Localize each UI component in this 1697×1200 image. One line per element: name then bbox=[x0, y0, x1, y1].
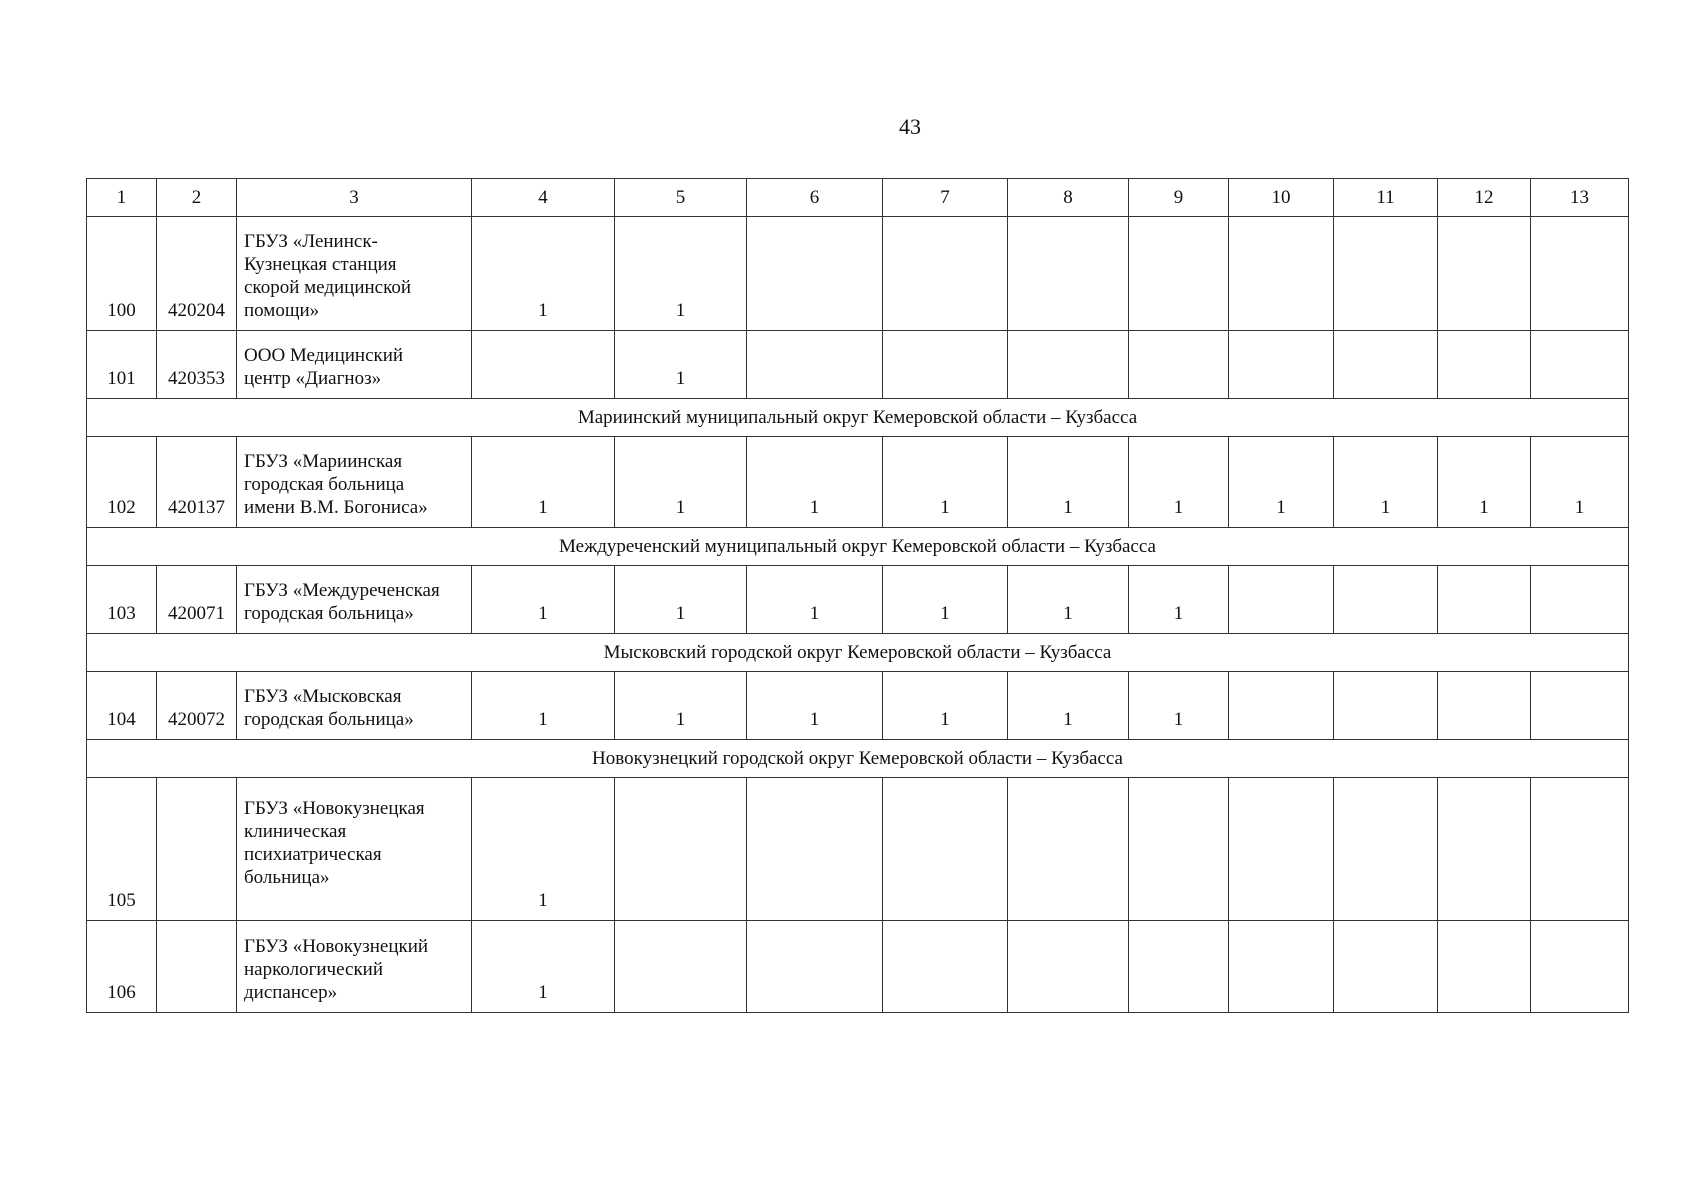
section-row bbox=[87, 399, 1629, 437]
value-cell bbox=[1229, 566, 1334, 634]
value-cell bbox=[1129, 331, 1229, 399]
value-cell bbox=[1008, 778, 1129, 921]
value-cell: 1 bbox=[1129, 437, 1229, 528]
value-cell: 1 bbox=[615, 566, 747, 634]
section-title: Мариинский муниципальный округ Кемеровской области – Кузбасса bbox=[87, 399, 1629, 437]
value-cell bbox=[883, 778, 1008, 921]
column-header-cell: 6 bbox=[747, 179, 883, 217]
table-row bbox=[87, 921, 1629, 1013]
column-header-cell: 5 bbox=[615, 179, 747, 217]
org-code-cell bbox=[157, 921, 237, 1013]
value-cell: 1 bbox=[1129, 672, 1229, 740]
value-cell bbox=[1438, 778, 1531, 921]
value-cell: 1 bbox=[747, 672, 883, 740]
value-cell bbox=[1531, 566, 1629, 634]
value-cell bbox=[1008, 331, 1129, 399]
value-cell: 1 bbox=[472, 566, 615, 634]
column-header-cell: 12 bbox=[1438, 179, 1531, 217]
value-cell bbox=[1438, 331, 1531, 399]
org-name-cell: ГБУЗ «Новокузнецкий наркологический диспансер» bbox=[237, 921, 472, 1013]
table-row bbox=[87, 331, 1629, 399]
value-cell bbox=[1531, 672, 1629, 740]
column-header-cell: 1 bbox=[87, 179, 157, 217]
org-name-cell: ГБУЗ «Междуреченская городская больница» bbox=[237, 566, 472, 634]
org-name-cell: ГБУЗ «Мариинская городская больница имени В.М. Богониса» bbox=[237, 437, 472, 528]
value-cell bbox=[1334, 331, 1438, 399]
table-body bbox=[87, 179, 1629, 1013]
value-cell bbox=[1334, 921, 1438, 1013]
row-number-cell: 104 bbox=[87, 672, 157, 740]
value-cell bbox=[1438, 217, 1531, 331]
value-cell: 1 bbox=[615, 217, 747, 331]
value-cell bbox=[1438, 566, 1531, 634]
value-cell bbox=[883, 217, 1008, 331]
value-cell: 1 bbox=[472, 921, 615, 1013]
value-cell: 1 bbox=[1531, 437, 1629, 528]
value-cell: 1 bbox=[472, 778, 615, 921]
section-title: Новокузнецкий городской округ Кемеровской области – Кузбасса bbox=[87, 740, 1629, 778]
value-cell bbox=[883, 331, 1008, 399]
section-row bbox=[87, 634, 1629, 672]
value-cell: 1 bbox=[747, 437, 883, 528]
value-cell bbox=[1334, 672, 1438, 740]
value-cell bbox=[1531, 331, 1629, 399]
value-cell: 1 bbox=[1129, 566, 1229, 634]
value-cell: 1 bbox=[883, 437, 1008, 528]
value-cell: 1 bbox=[1008, 672, 1129, 740]
column-header-cell: 3 bbox=[237, 179, 472, 217]
column-header-cell: 9 bbox=[1129, 179, 1229, 217]
value-cell bbox=[1229, 921, 1334, 1013]
value-cell bbox=[883, 921, 1008, 1013]
table-row bbox=[87, 217, 1629, 331]
section-title: Мысковский городской округ Кемеровской области – Кузбасса bbox=[87, 634, 1629, 672]
value-cell: 1 bbox=[1008, 437, 1129, 528]
row-number-cell: 106 bbox=[87, 921, 157, 1013]
value-cell bbox=[1229, 331, 1334, 399]
table-row bbox=[87, 672, 1629, 740]
section-row bbox=[87, 740, 1629, 778]
column-header-cell: 13 bbox=[1531, 179, 1629, 217]
value-cell bbox=[1229, 778, 1334, 921]
value-cell bbox=[1334, 566, 1438, 634]
value-cell: 1 bbox=[615, 437, 747, 528]
value-cell: 1 bbox=[472, 672, 615, 740]
value-cell: 1 bbox=[883, 566, 1008, 634]
org-code-cell: 420071 bbox=[157, 566, 237, 634]
row-number-cell: 102 bbox=[87, 437, 157, 528]
value-cell bbox=[1334, 778, 1438, 921]
table-row bbox=[87, 437, 1629, 528]
org-code-cell bbox=[157, 778, 237, 921]
value-cell: 1 bbox=[1008, 566, 1129, 634]
org-code-cell: 420137 bbox=[157, 437, 237, 528]
value-cell bbox=[1129, 921, 1229, 1013]
value-cell bbox=[1531, 921, 1629, 1013]
value-cell bbox=[1531, 778, 1629, 921]
column-header-cell: 4 bbox=[472, 179, 615, 217]
value-cell: 1 bbox=[615, 331, 747, 399]
org-code-cell: 420204 bbox=[157, 217, 237, 331]
org-code-cell: 420072 bbox=[157, 672, 237, 740]
value-cell bbox=[747, 921, 883, 1013]
value-cell bbox=[472, 331, 615, 399]
value-cell: 1 bbox=[747, 566, 883, 634]
value-cell: 1 bbox=[1438, 437, 1531, 528]
row-number-cell: 103 bbox=[87, 566, 157, 634]
value-cell: 1 bbox=[883, 672, 1008, 740]
column-header-cell: 8 bbox=[1008, 179, 1129, 217]
value-cell: 1 bbox=[472, 437, 615, 528]
value-cell bbox=[747, 331, 883, 399]
column-header-cell: 2 bbox=[157, 179, 237, 217]
section-row bbox=[87, 528, 1629, 566]
org-code-cell: 420353 bbox=[157, 331, 237, 399]
value-cell bbox=[1334, 217, 1438, 331]
table-row bbox=[87, 566, 1629, 634]
column-header-cell: 10 bbox=[1229, 179, 1334, 217]
value-cell bbox=[615, 778, 747, 921]
value-cell bbox=[1129, 217, 1229, 331]
section-title: Междуреченский муниципальный округ Кемеровской области – Кузбасса bbox=[87, 528, 1629, 566]
value-cell: 1 bbox=[1229, 437, 1334, 528]
page-number: 43 bbox=[899, 114, 921, 139]
column-header-cell: 11 bbox=[1334, 179, 1438, 217]
org-name-cell: ГБУЗ «Новокузнецкая клиническая психиатрическая больница» bbox=[237, 778, 472, 921]
row-number-cell: 100 bbox=[87, 217, 157, 331]
value-cell bbox=[1531, 217, 1629, 331]
table-row bbox=[87, 778, 1629, 921]
value-cell: 1 bbox=[472, 217, 615, 331]
value-cell bbox=[1438, 672, 1531, 740]
value-cell: 1 bbox=[1334, 437, 1438, 528]
value-cell bbox=[747, 217, 883, 331]
value-cell bbox=[1229, 672, 1334, 740]
value-cell bbox=[1229, 217, 1334, 331]
column-header-cell: 7 bbox=[883, 179, 1008, 217]
value-cell bbox=[1008, 921, 1129, 1013]
row-number-cell: 105 bbox=[87, 778, 157, 921]
value-cell bbox=[1438, 921, 1531, 1013]
org-name-cell: ГБУЗ «Мысковская городская больница» bbox=[237, 672, 472, 740]
org-name-cell: ГБУЗ «Ленинск- Кузнецкая станция скорой медицинской помощи» bbox=[237, 217, 472, 331]
value-cell bbox=[1129, 778, 1229, 921]
row-number-cell: 101 bbox=[87, 331, 157, 399]
org-name-cell: ООО Медицинский центр «Диагноз» bbox=[237, 331, 472, 399]
column-header-row bbox=[87, 179, 1629, 217]
value-cell: 1 bbox=[615, 672, 747, 740]
value-cell bbox=[1008, 217, 1129, 331]
value-cell bbox=[747, 778, 883, 921]
value-cell bbox=[615, 921, 747, 1013]
data-table bbox=[86, 178, 1629, 1013]
